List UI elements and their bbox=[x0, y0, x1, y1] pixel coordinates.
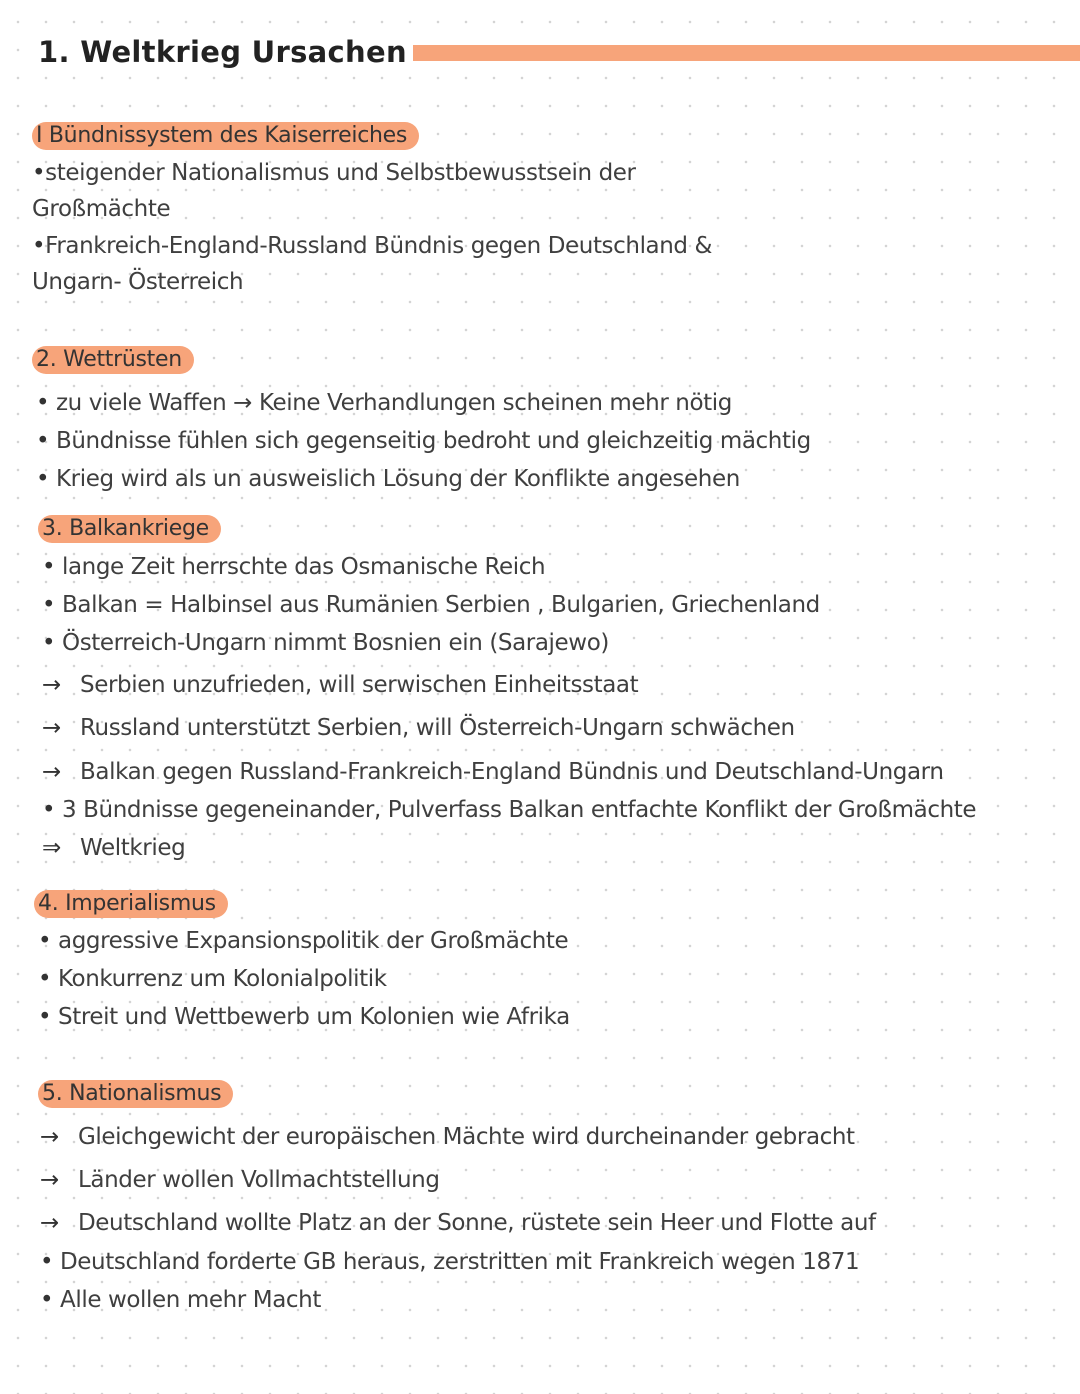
list-item: • Bündnisse fühlen sich gegenseitig bedroht und gleichzeitig mächtig bbox=[36, 428, 811, 454]
section-heading: 3. Balkankriege bbox=[38, 515, 221, 543]
list-item: → Gleichgewicht der europäischen Mächte wird durcheinander gebracht bbox=[40, 1124, 855, 1150]
list-item: → Deutschland wollte Platz an der Sonne, rüstete sein Heer und Flotte auf bbox=[40, 1210, 876, 1236]
title-highlight-bar bbox=[356, 45, 1080, 61]
list-item: • Konkurrenz um Kolonialpolitik bbox=[38, 966, 387, 992]
list-item: •Frankreich-England-Russland Bündnis gegen Deutschland & bbox=[32, 233, 713, 259]
list-item: • Krieg wird als un ausweislich Lösung der Konflikte angesehen bbox=[36, 466, 740, 492]
list-item: • Österreich-Ungarn nimmt Bosnien ein (Sarajewo) bbox=[42, 630, 609, 656]
list-item: → Balkan gegen Russland-Frankreich-England Bündnis und Deutschland-Ungarn bbox=[42, 759, 944, 785]
list-item: • Deutschland forderte GB heraus, zerstritten mit Frankreich wegen 1871 bbox=[40, 1249, 860, 1275]
list-item: • 3 Bündnisse gegeneinander, Pulverfass Balkan entfachte Konflikt der Großmächte bbox=[42, 797, 977, 823]
list-item: • Alle wollen mehr Macht bbox=[40, 1287, 321, 1313]
list-item: • zu viele Waffen → Keine Verhandlungen scheinen mehr nötig bbox=[36, 390, 732, 416]
section-heading: 5. Nationalismus bbox=[38, 1080, 233, 1108]
list-item: Ungarn- Österreich bbox=[32, 269, 244, 295]
page-title: 1. Weltkrieg Ursachen bbox=[38, 30, 413, 74]
section-heading: I Bündnissystem des Kaiserreiches bbox=[32, 122, 419, 150]
list-item: •steigender Nationalismus und Selbstbewusstsein der bbox=[32, 160, 636, 186]
list-item: ⇒ Weltkrieg bbox=[42, 835, 186, 861]
list-item: • aggressive Expansionspolitik der Großmächte bbox=[38, 928, 569, 954]
list-item: → Länder wollen Vollmachtstellung bbox=[40, 1167, 440, 1193]
section-heading: 2. Wettrüsten bbox=[32, 346, 194, 374]
list-item: • Balkan = Halbinsel aus Rumänien Serbien , Bulgarien, Griechenland bbox=[42, 592, 820, 618]
list-item: → Russland unterstützt Serbien, will Österreich-Ungarn schwächen bbox=[42, 715, 795, 741]
list-item: Großmächte bbox=[32, 196, 171, 222]
page-title-block bbox=[38, 30, 1080, 74]
list-item: → Serbien unzufrieden, will serwischen Einheitsstaat bbox=[42, 672, 639, 698]
section-heading: 4. Imperialismus bbox=[34, 890, 228, 918]
list-item: • Streit und Wettbewerb um Kolonien wie Afrika bbox=[38, 1004, 570, 1030]
list-item: • lange Zeit herrschte das Osmanische Reich bbox=[42, 554, 546, 580]
